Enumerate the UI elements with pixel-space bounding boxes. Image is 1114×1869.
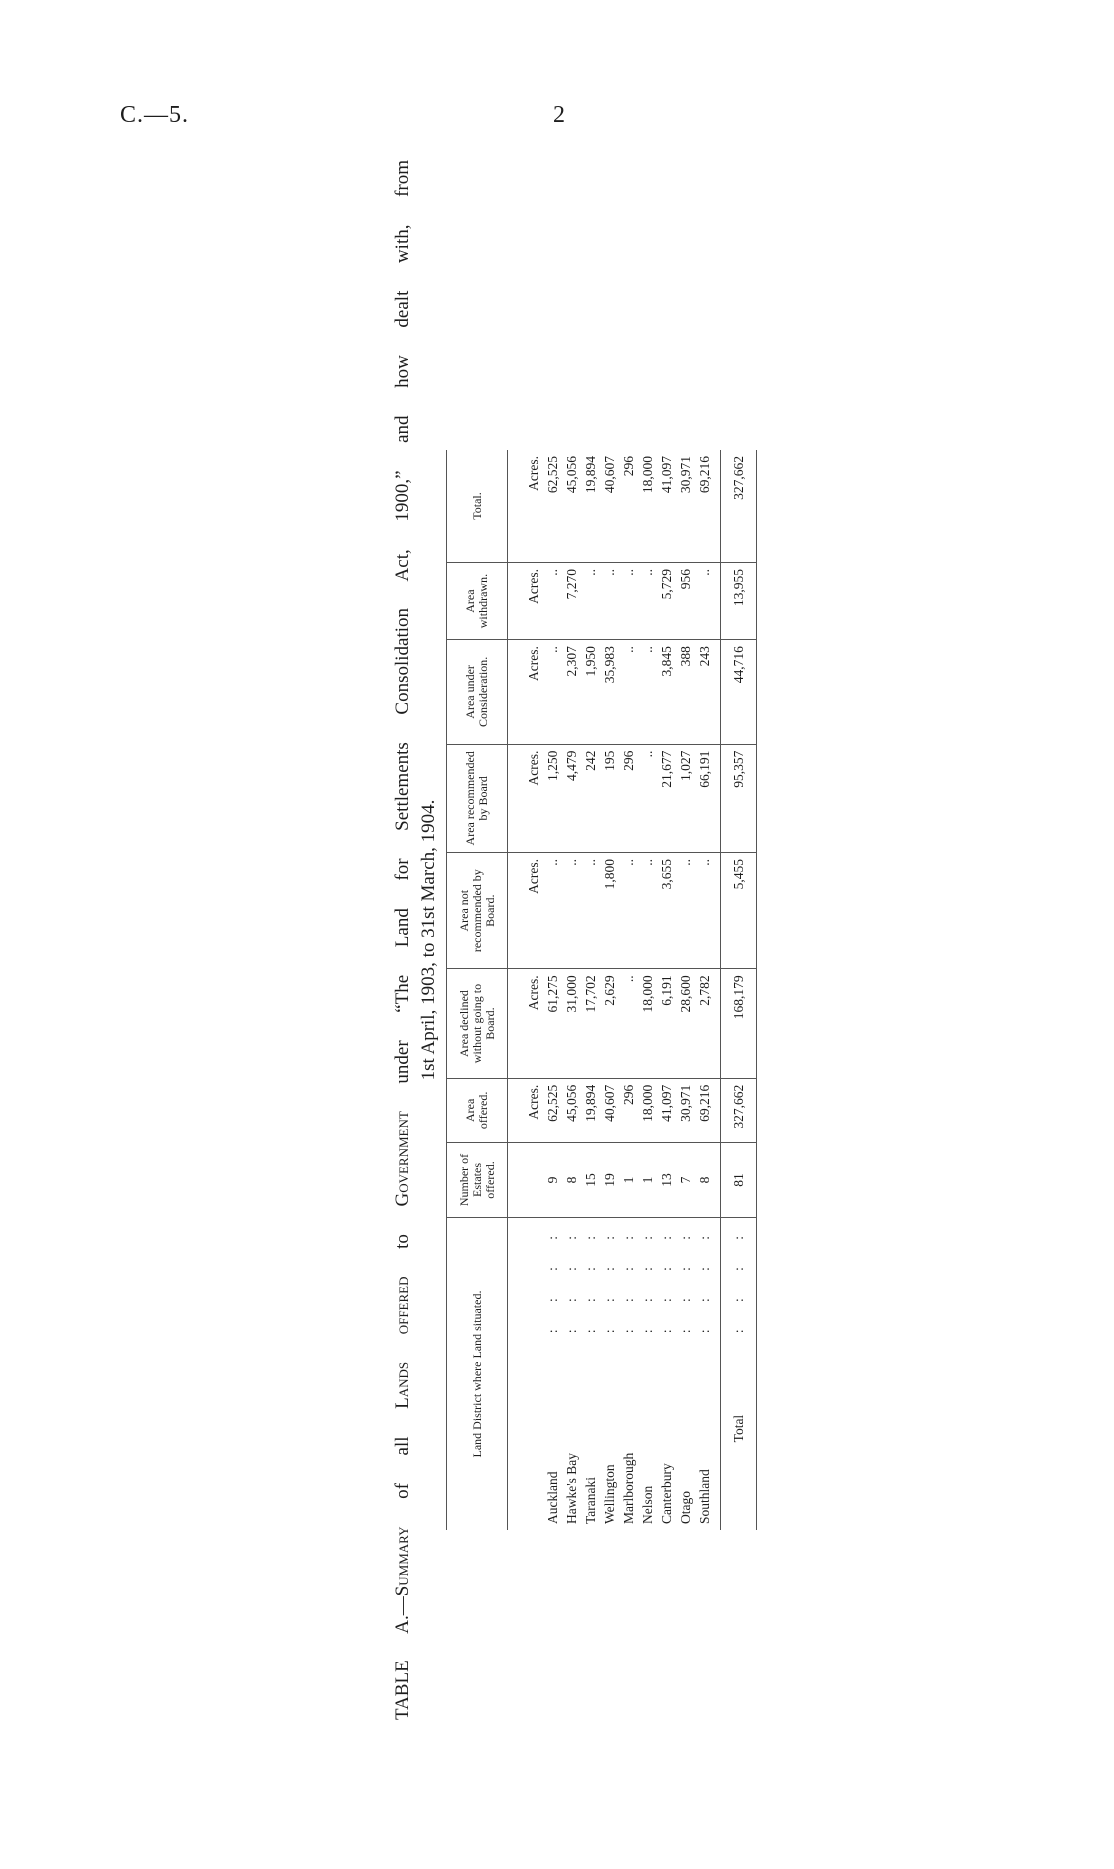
table-row [695, 450, 721, 1530]
unit-label: Acres. [508, 1078, 544, 1142]
cell-recommended: 1,027 [676, 744, 695, 852]
cell-offered: 19,894 [581, 1078, 600, 1142]
header-withdrawn: Area withdrawn. [447, 563, 508, 640]
cell-estates: 1 [638, 1143, 657, 1218]
cell-offered: 41,097 [657, 1078, 676, 1142]
cell-not-recommended: 3,655 [657, 853, 676, 969]
cell-recommended: 21,677 [657, 744, 676, 852]
cell-not-recommended: .. [581, 853, 600, 969]
header-total: Total. [447, 450, 508, 563]
total-not-recommended: 5,455 [721, 853, 757, 969]
cell-declined: .. [619, 969, 638, 1078]
cell-withdrawn: .. [600, 563, 619, 640]
rotated-table-block [390, 160, 760, 1720]
cell-consideration: 2,307 [562, 640, 581, 744]
cell-consideration: 1,950 [581, 640, 600, 744]
district-cell: Southland : : : : [697, 1224, 712, 1524]
cell-total: 41,097 [657, 450, 676, 563]
unit-label: Acres. [508, 640, 544, 744]
total-row [721, 450, 757, 1530]
cell-not-recommended: .. [562, 853, 581, 969]
cell-withdrawn: .. [695, 563, 721, 640]
cell-consideration: 3,845 [657, 640, 676, 744]
cell-recommended: 4,479 [562, 744, 581, 852]
table-row [619, 450, 638, 1530]
unit-label: Acres. [508, 563, 544, 640]
cell-offered: 45,056 [562, 1078, 581, 1142]
total-withdrawn: 13,955 [721, 563, 757, 640]
cell-recommended: 242 [581, 744, 600, 852]
cell-total: 19,894 [581, 450, 600, 563]
cell-consideration: .. [619, 640, 638, 744]
cell-consideration: .. [543, 640, 562, 744]
table-title [390, 160, 442, 1720]
cell-consideration: 243 [695, 640, 721, 744]
cell-not-recommended: .. [676, 853, 695, 969]
header-declined: Area declined without going to Board. [447, 969, 508, 1078]
cell-total: 40,607 [600, 450, 619, 563]
cell-consideration: 388 [676, 640, 695, 744]
table-row [638, 450, 657, 1530]
cell-declined: 2,782 [695, 969, 721, 1078]
table-row [657, 450, 676, 1530]
cell-estates: 8 [562, 1143, 581, 1218]
cell-total: 18,000 [638, 450, 657, 563]
district-cell: Nelson : : : : [640, 1224, 655, 1524]
unit-label: Acres. [508, 969, 544, 1078]
unit-label: Acres. [508, 853, 544, 969]
cell-total: 45,056 [562, 450, 581, 563]
cell-declined: 61,275 [543, 969, 562, 1078]
cell-estates: 1 [619, 1143, 638, 1218]
cell-withdrawn: .. [581, 563, 600, 640]
page-reference: C.—5. [120, 102, 190, 128]
district-cell: Wellington : : : : [602, 1224, 617, 1524]
cell-estates: 19 [600, 1143, 619, 1218]
unit-label: Acres. [508, 744, 544, 852]
cell-not-recommended: .. [619, 853, 638, 969]
district-cell: Otago : : : : [678, 1224, 693, 1524]
cell-estates: 8 [695, 1143, 721, 1218]
total-label: Total : : : : [721, 1218, 757, 1531]
cell-declined: 17,702 [581, 969, 600, 1078]
cell-withdrawn: 5,729 [657, 563, 676, 640]
header-not-recommended: Area not recommended by Board. [447, 853, 508, 969]
cell-offered: 62,525 [543, 1078, 562, 1142]
unit-label: Acres. [508, 450, 544, 563]
table-row [562, 450, 581, 1530]
cell-offered: 296 [619, 1078, 638, 1142]
cell-declined: 31,000 [562, 969, 581, 1078]
table-row [543, 450, 562, 1530]
title-line-1: TABLE A.—Summary of all Lands offered to Government under “The Land for Settlements Consolidation Act, 1900,” and how dealt with, from [392, 160, 413, 1720]
cell-total: 30,971 [676, 450, 695, 563]
cell-consideration: .. [638, 640, 657, 744]
cell-not-recommended: .. [695, 853, 721, 969]
cell-withdrawn: 956 [676, 563, 695, 640]
cell-declined: 18,000 [638, 969, 657, 1078]
district-cell: Auckland : : : : [545, 1224, 560, 1524]
cell-recommended: 66,191 [695, 744, 721, 852]
total-recommended: 95,357 [721, 744, 757, 852]
cell-not-recommended: .. [638, 853, 657, 969]
cell-offered: 30,971 [676, 1078, 695, 1142]
cell-withdrawn: .. [619, 563, 638, 640]
total-total: 327,662 [721, 450, 757, 563]
header-district: Land District where Land situated. [447, 1218, 508, 1531]
page-number: 2 [553, 102, 565, 128]
title-line-2: 1st April, 1903, to 31st March, 1904. [418, 799, 439, 1081]
header-offered: Area offered. [447, 1078, 508, 1142]
cell-total: 62,525 [543, 450, 562, 563]
table-row [581, 450, 600, 1530]
cell-recommended: 296 [619, 744, 638, 852]
cell-offered: 40,607 [600, 1078, 619, 1142]
table-row [600, 450, 619, 1530]
total-declined: 168,179 [721, 969, 757, 1078]
cell-consideration: 35,983 [600, 640, 619, 744]
cell-total: 69,216 [695, 450, 721, 563]
total-consideration: 44,716 [721, 640, 757, 744]
cell-estates: 9 [543, 1143, 562, 1218]
cell-total: 296 [619, 450, 638, 563]
district-cell: Taranaki : : : : [583, 1224, 598, 1524]
header-recommended: Area recommended by Board [447, 744, 508, 852]
cell-estates: 7 [676, 1143, 695, 1218]
header-estates: Number of Estates offered. [447, 1143, 508, 1218]
header-consideration: Area under Consideration. [447, 640, 508, 744]
district-cell: Hawke's Bay : : : : [564, 1224, 579, 1524]
table-row [676, 450, 695, 1530]
cell-declined: 28,600 [676, 969, 695, 1078]
district-cell: Marlborough : : : : [621, 1224, 636, 1524]
cell-declined: 6,191 [657, 969, 676, 1078]
cell-withdrawn: 7,270 [562, 563, 581, 640]
cell-estates: 13 [657, 1143, 676, 1218]
cell-recommended: 1,250 [543, 744, 562, 852]
cell-recommended: .. [638, 744, 657, 852]
cell-offered: 69,216 [695, 1078, 721, 1142]
cell-not-recommended: .. [543, 853, 562, 969]
cell-recommended: 195 [600, 744, 619, 852]
total-offered: 327,662 [721, 1078, 757, 1142]
cell-withdrawn: .. [638, 563, 657, 640]
units-row [508, 450, 544, 1530]
summary-table [446, 450, 757, 1530]
cell-declined: 2,629 [600, 969, 619, 1078]
cell-not-recommended: 1,800 [600, 853, 619, 969]
header-row [447, 450, 508, 1530]
cell-offered: 18,000 [638, 1078, 657, 1142]
cell-withdrawn: .. [543, 563, 562, 640]
cell-estates: 15 [581, 1143, 600, 1218]
total-estates: 81 [721, 1143, 757, 1218]
district-cell: Canterbury : : : : [659, 1224, 674, 1524]
